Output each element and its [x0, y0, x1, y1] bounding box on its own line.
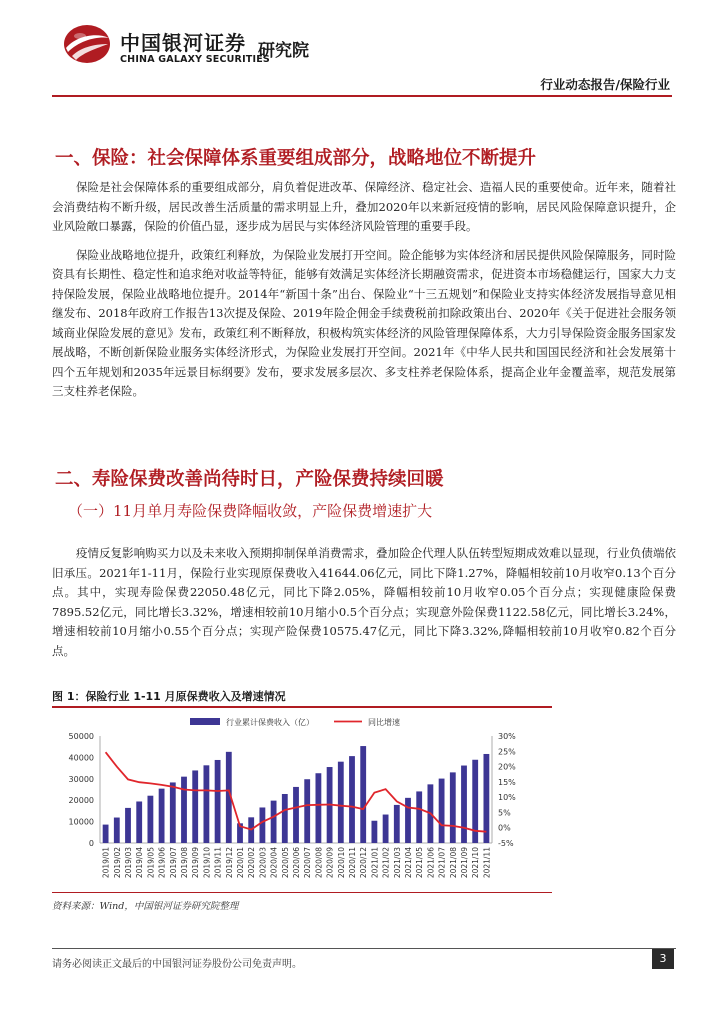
premium-bar	[125, 808, 131, 843]
section1-body	[52, 178, 676, 402]
section2-title: 二、寿险保费改善尚待时日，产险保费持续回暖	[55, 469, 444, 490]
x-tick-label: 2021/01	[370, 847, 380, 879]
premium-bar	[439, 779, 445, 843]
x-tick-label: 2020/10	[336, 847, 346, 879]
y-right-tick-label: 20%	[498, 762, 516, 772]
premium-bar	[103, 825, 109, 843]
premium-bar	[315, 773, 321, 843]
premium-bar	[304, 779, 310, 843]
figure-bottom-rule	[52, 892, 552, 893]
legend-bar-swatch	[190, 718, 220, 725]
x-tick-label: 2019/08	[180, 847, 189, 879]
x-tick-label: 2019/06	[157, 847, 167, 879]
premium-bar	[147, 796, 153, 843]
x-tick-label: 2020/01	[236, 847, 245, 879]
premium-bar	[114, 818, 120, 843]
y-left-tick-label: 20000	[68, 796, 94, 806]
x-tick-label: 2019/10	[202, 847, 212, 879]
y-right-tick-label: 10%	[498, 793, 516, 803]
brand-name-cn: 中国银河证券	[120, 31, 246, 55]
footer-divider	[52, 948, 676, 949]
x-tick-label: 2019/02	[112, 847, 122, 879]
premium-bar	[394, 805, 400, 843]
premium-bar	[203, 765, 209, 843]
premium-bar	[360, 746, 366, 843]
x-tick-label: 2019/12	[224, 847, 234, 879]
premium-bar	[450, 772, 456, 843]
x-tick-label: 2020/06	[292, 847, 301, 879]
section2-subtitle: （一）11月单月寿险保费降幅收敛，产险保费增速扩大	[68, 502, 433, 520]
legend-bar-label: 行业累计保费收入（亿）	[226, 718, 314, 727]
x-tick-label: 2019/03	[124, 847, 133, 879]
premium-bar	[383, 815, 389, 843]
header-divider	[52, 95, 672, 97]
x-tick-label: 2020/11	[348, 847, 357, 879]
y-right-tick-label: -5%	[498, 839, 514, 848]
premium-bar	[483, 754, 489, 843]
y-left-tick-label: 0	[88, 839, 94, 848]
x-tick-label: 2021/10	[471, 847, 481, 879]
premium-bar	[159, 789, 165, 843]
x-tick-label: 2021/06	[426, 847, 436, 879]
premium-bar	[215, 760, 221, 843]
figure-title: 图 1：保险行业 1-11 月原保费收入及增速情况	[52, 690, 286, 703]
y-right-tick-label: 5%	[498, 808, 511, 818]
page-number: 3	[652, 949, 674, 969]
premium-bar	[271, 801, 277, 843]
x-tick-label: 2019/11	[213, 847, 223, 879]
x-tick-label: 2020/02	[247, 847, 257, 879]
report-type: 行业动态报告/保险行业	[540, 77, 670, 92]
y-right-tick-label: 15%	[498, 777, 516, 787]
x-tick-label: 2021/03	[392, 847, 402, 879]
premium-bar	[282, 794, 288, 843]
section1-paragraph-2: 保险业战略地位提升，政策红利释放，为保险业发展打开空间。险企能够为实体经济和居民提供风险保障服务，同时险资具有长期性、稳定性和追求绝对收益等特征，能够有效满足实体经济长期融资需求，促进资本市场稳健运行，国家大力支持保险发展，保险业战略地位提升。2014年“新国十条”出台、保险业“十三五规划”和保险业支持实体经济发展指导意见相继发布、2018年政府工作报告13次提及保险、2019年险企佣金手续费税前扣除政策出台、2020年《关于促进社会服务领域商业保险发展的意见》发布，政策红利不断释放，积极构筑实体经济的风险管理保障体系，大力引导保险资金服务国家发展战略，不断创新保险业服务实体经济形式，为保险业发展打开空间。2021年《中华人民共和国国民经济和社会发展第十四个五年规划和2035年远景目标纲要》发布，要求发展多层次、多支柱养老保险体系，提高企业年金覆盖率，规范发展第三支柱养老保险。	[52, 247, 676, 398]
x-tick-label: 2021/07	[437, 847, 447, 879]
x-tick-label: 2019/09	[191, 847, 201, 879]
section1-title: 一、保险：社会保障体系重要组成部分，战略地位不断提升	[55, 148, 537, 169]
footer-disclaimer: 请务必阅读正文最后的中国银河证券股份公司免责声明。	[52, 959, 302, 970]
premium-bar	[349, 756, 355, 843]
premium-bar	[405, 798, 411, 843]
x-tick-label: 2021/04	[404, 847, 413, 879]
x-tick-label: 2020/09	[325, 847, 335, 879]
x-tick-label: 2019/01	[101, 847, 111, 879]
section2-body	[52, 544, 676, 661]
brand-name-en: CHINA GALAXY SECURITIES	[120, 54, 270, 65]
x-tick-label: 2020/05	[280, 847, 290, 879]
premium-bar	[192, 770, 198, 843]
x-tick-label: 2020/08	[314, 847, 324, 879]
x-tick-label: 2020/03	[258, 847, 268, 879]
figure-source: 资料来源：Wind，中国银河证券研究院整理	[52, 901, 239, 912]
premium-bar	[136, 801, 142, 843]
premium-bar	[416, 791, 422, 843]
brand-suffix: 研究院	[258, 41, 309, 61]
x-tick-label: 2021/09	[460, 847, 469, 879]
x-tick-label: 2021/05	[415, 847, 425, 879]
x-tick-label: 2019/04	[135, 847, 145, 879]
premium-bar	[371, 821, 377, 843]
y-left-tick-label: 30000	[68, 774, 94, 784]
galaxy-logo-icon	[62, 22, 112, 66]
legend-line-label: 同比增速	[368, 718, 400, 727]
y-left-tick-label: 40000	[68, 753, 94, 763]
y-right-tick-label: 25%	[498, 747, 516, 757]
x-tick-label: 2021/11	[482, 847, 492, 879]
premium-bar	[293, 787, 299, 843]
x-tick-label: 2020/04	[269, 847, 279, 879]
y-right-tick-label: 0%	[498, 823, 511, 833]
x-tick-label: 2021/08	[448, 847, 458, 879]
x-tick-label: 2019/05	[146, 847, 156, 879]
premium-bar	[259, 807, 265, 843]
x-tick-label: 2019/07	[168, 847, 178, 879]
section1-paragraph-1: 保险是社会保障体系的重要组成部分，肩负着促进改革、保障经济、稳定社会、造福人民的重要使命。近年来，随着社会消费结构不断升级，居民改善生活质量的需求明显上升，叠加2020年以来新冠疫情的影响，居民风险保障意识提升，企业风险敞口暴露，保险的价值凸显，逐步成为居民与实体经济风险管理的重要手段。	[52, 180, 676, 233]
y-right-tick-label: 30%	[498, 732, 516, 741]
premium-bar	[181, 777, 187, 843]
x-tick-label: 2020/12	[359, 847, 369, 879]
premium-bar	[338, 762, 344, 843]
x-tick-label: 2021/02	[381, 847, 391, 879]
section2-paragraph: 疫情反复影响购买力以及未来收入预期抑制保单消费需求，叠加险企代理人队伍转型短期成效难以显现，行业负债端依旧承压。2021年1-11月，保险行业实现原保费收入41644.06亿元，同比下降1.27%，降幅相较前10月收窄0.13个百分点。其中，实现寿险保费22050.48亿元，同比下降2.05%，降幅相较前10月收窄0.05个百分点；实现健康险保费7895.52亿元，同比增长3.32%，增速相较前10月缩小0.5个百分点；实现意外险保费1122.58亿元，同比增长3.24%，增速相较前10月缩小0.55个百分点；实现产险保费10575.47亿元，同比下降3.32%,降幅相较前10月收窄0.82个百分点。	[52, 546, 676, 658]
y-left-tick-label: 50000	[68, 732, 94, 741]
x-tick-label: 2020/07	[303, 847, 313, 879]
premium-bar	[461, 766, 467, 843]
y-left-tick-label: 10000	[68, 817, 94, 827]
premium-bar	[170, 782, 176, 843]
premium-chart	[52, 708, 552, 890]
